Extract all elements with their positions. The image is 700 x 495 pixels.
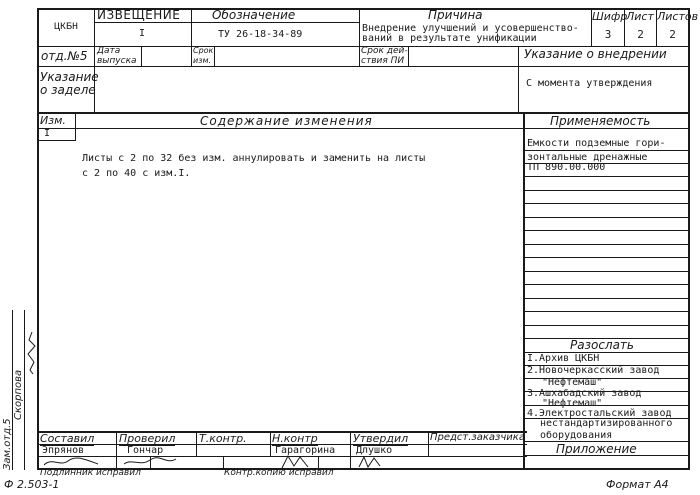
rp-line-1 [524,150,689,151]
distribution-item: "Нефтемаш" [542,377,603,388]
sv-5 [428,431,429,457]
rp-line-8 [524,244,689,245]
distribution-item: 2.Новочеркасский завод [527,365,660,376]
sv-1 [116,431,117,469]
vline-validity [408,46,409,66]
notice-label: ИЗВЕЩЕНИЕ [97,8,181,22]
distribution-item: "Нефтемаш" [542,398,603,409]
reason-value-1: Внедрение улучшений и усовершенство- [362,23,579,34]
hline-content-title [37,128,690,129]
reason-label: Причина [428,8,483,22]
rp-line-5 [524,203,689,204]
vline-izm [75,113,76,141]
sign-approved-name: Длушко [356,445,393,456]
code-label: Шифр [592,10,628,23]
sheets-label: Листов [657,10,699,23]
change-value: I [44,128,51,139]
applicability-line-2: зонтальные дренажные [527,152,648,163]
vline-term [191,46,192,66]
sv-4 [350,431,351,469]
distribution-label: Разослать [570,338,634,352]
issue-date-label-2: выпуска [97,56,137,66]
notice-value: I [138,28,146,39]
sv-3 [270,431,271,457]
signature-scribble-2 [120,455,180,469]
sheets-value: 2 [669,28,676,41]
rp-line-3 [524,176,689,177]
sign-checked-name: Гончар [127,445,164,456]
frame-left [37,8,39,470]
backlog-label-2: о заделе [40,83,96,97]
rp-line-9 [524,257,689,258]
reason-value-2: ваний в результате унификации [362,33,537,44]
margin-signature [26,330,38,380]
distribution-item: I.Архив ЦКБН [527,353,600,364]
designation-value: ТУ 26-18-34-89 [218,29,303,40]
copy-control-label: Контр.копию исправил [224,468,334,478]
validity-label-2: ствия ПИ [361,56,405,66]
vline-designation [359,8,360,67]
rp-line-6 [524,217,689,218]
sheet-label: Лист [626,10,654,23]
signature-scribble-4 [356,454,386,470]
sign-checked-label: Проверил [119,432,176,445]
rp-line-7 [524,230,689,231]
sign-composed-name: Эпрянов [42,445,85,456]
issue-date-label-1: Дата [97,46,121,56]
rp-line-12 [524,298,689,299]
margin-text-1: Зам.отд.5 [2,418,13,470]
signature-scribble-1 [42,455,102,469]
sign-ncontrol-name: Гарагорина [275,445,336,456]
hline-izm-value [37,140,75,141]
org-name: ЦКБН [53,22,78,33]
frame-right [688,8,690,470]
sign-tcontrol-label: Т.контр. [199,432,247,445]
vline-impl [518,46,519,114]
hline-row2 [37,66,690,67]
attachment-label: Приложение [556,442,637,456]
sign-ncontrol-label: Н.контр [272,432,318,445]
vline-notice [191,8,192,46]
original-fixed-label: Подлинник исправил [40,468,141,478]
backlog-label-1: Указание [40,70,99,84]
sign-approved-label: Утвердил [353,432,409,445]
term-label-1: Срок [193,46,214,55]
rp-line-4 [524,190,689,191]
distribution-item: нестандартизированного [540,418,673,429]
content-title: Содержание изменения [200,114,373,128]
implementation-label: Указание о внедрении [524,47,667,61]
rp-line-14 [524,325,689,326]
vline-org [94,8,95,67]
vline-right-panel [523,113,525,469]
rp-line-13 [524,311,689,312]
change-label: Изм. [40,114,66,127]
rp-line-10 [524,271,689,272]
applicability-label: Применяемость [550,114,651,128]
distribution-item: оборудования [540,430,613,441]
rp-line-11 [524,284,689,285]
content-line-2: с 2 по 40 с изм.I. [82,168,191,179]
distribution-item: 3.Ашхабадский завод [527,388,642,399]
distribution-item: 4.Электростальский завод [527,408,672,419]
form-code: Ф 2.503-1 [4,478,60,491]
vline-term2 [214,46,215,66]
validity-label-1: Срок дей- [361,46,408,56]
vline-date [141,46,142,66]
designation-label: Обозначение [212,8,296,22]
applicability-line-1: Емкости подземные гори- [527,138,666,149]
sheet-value: 2 [637,28,644,41]
sv-2 [196,431,197,457]
content-line-1: Листы с 2 по 32 без изм. аннулировать и заменить на листы [82,153,426,164]
sign-composed-label: Составил [40,432,95,445]
format-label: Формат А4 [606,478,669,491]
margin-line-2 [24,310,25,470]
implementation-value: С момента утверждения [526,78,653,89]
sign-customer-label: Предст.заказчика [430,432,525,443]
code-value: 3 [604,28,612,41]
applicability-line-3: ТП 890.00.000 [527,162,606,173]
term-label-2: изм. [193,56,212,65]
dept-label: отд.№5 [41,49,88,63]
margin-text-2: Скорпова [13,369,24,420]
